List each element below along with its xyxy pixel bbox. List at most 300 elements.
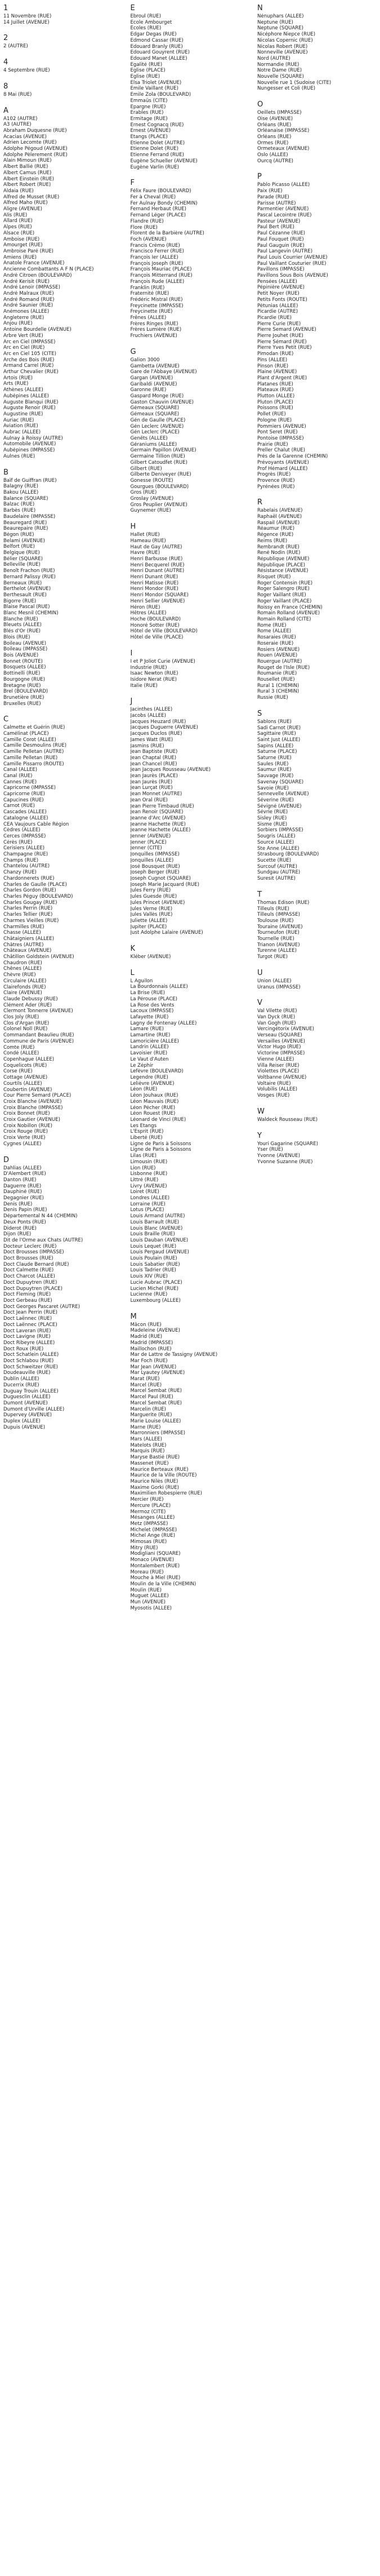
- street-link[interactable]: François Joseph (RUE): [130, 260, 184, 267]
- street-link[interactable]: Alain Mimoun (RUE): [3, 158, 52, 164]
- street-link[interactable]: Parmentier (AVENUE): [257, 206, 309, 212]
- street-link[interactable]: Amourget (RUE): [3, 242, 43, 249]
- street-link[interactable]: Aubépines (ALLEE): [3, 393, 49, 399]
- street-link[interactable]: Commandant Beaulieu (RUE): [3, 1032, 74, 1039]
- street-link[interactable]: Doct Ribeyre (ALLEE): [3, 1340, 55, 1346]
- street-link[interactable]: Jonquilles (IMPASSE): [130, 852, 180, 858]
- street-link[interactable]: I et P Joliot Curie (AVENUE): [130, 658, 195, 664]
- street-link[interactable]: Dupuis (AVENUE): [3, 1424, 46, 1430]
- street-link[interactable]: Ste Anne (ALLEE): [257, 845, 299, 852]
- street-link[interactable]: Petits Fonts (ROUTE): [257, 296, 307, 303]
- street-link[interactable]: Gargan (AVENUE): [130, 375, 173, 381]
- street-link[interactable]: Louis Lequet (RUE): [130, 1243, 177, 1249]
- street-link[interactable]: Madrid (RUE): [130, 1334, 163, 1340]
- street-link[interactable]: Camille Desmoulins (RUE): [3, 743, 67, 749]
- street-link[interactable]: Denis (RUE): [3, 1201, 33, 1207]
- street-link[interactable]: Raphaël (AVENUE): [257, 514, 302, 520]
- street-link[interactable]: Ducerrix (RUE): [3, 1382, 39, 1388]
- street-link[interactable]: Gaston Chauvin (AVENUE): [130, 399, 194, 405]
- street-link[interactable]: D'Alembert (RUE): [3, 1171, 46, 1177]
- street-link[interactable]: Pins (ALLEE): [257, 357, 288, 363]
- street-link[interactable]: Lamartine (RUE): [130, 1032, 171, 1039]
- street-link[interactable]: Fraternité (RUE): [130, 291, 169, 297]
- street-link[interactable]: Nicéphore Niepce (RUE): [257, 32, 316, 38]
- street-link[interactable]: Doct Brousses (IMPASSE): [3, 1249, 64, 1256]
- street-link[interactable]: Charles Perrin (RUE): [3, 906, 53, 912]
- street-link[interactable]: Roger Vaillant (RUE): [257, 592, 306, 598]
- street-link[interactable]: Mercier (RUE): [130, 1497, 164, 1503]
- street-link[interactable]: Gémeaux (SQUARE): [130, 405, 180, 411]
- street-link[interactable]: Dahlias (ALLEE): [3, 1165, 42, 1171]
- street-link[interactable]: Franklin (RUE): [130, 285, 165, 291]
- street-link[interactable]: Littré (RUE): [130, 1177, 159, 1183]
- street-link[interactable]: Jean Chancel (RUE): [130, 761, 177, 767]
- street-link[interactable]: Cannes (RUE): [3, 779, 37, 785]
- street-link[interactable]: Doct Brousses (RUE): [3, 1256, 53, 1262]
- street-link[interactable]: Alsace (RUE): [3, 230, 35, 236]
- street-link[interactable]: Henri Mondor (SQUARE): [130, 592, 189, 598]
- street-link[interactable]: Oslo (ALLEE): [257, 152, 288, 158]
- street-link[interactable]: Sévrie (RUE): [257, 809, 288, 815]
- street-link[interactable]: Gén Leclerc (AVENUE): [130, 423, 184, 429]
- street-link[interactable]: Savenay (SQUARE): [257, 779, 304, 785]
- street-link[interactable]: Uranus (IMPASSE): [257, 984, 301, 990]
- street-link[interactable]: Gilbert (RUE): [130, 465, 162, 472]
- street-link[interactable]: Italie (RUE): [130, 682, 158, 689]
- street-link[interactable]: Blaise Pascal (RUE): [3, 604, 50, 610]
- street-link[interactable]: Albert Camus (RUE): [3, 170, 52, 176]
- street-link[interactable]: Les Etangs: [130, 1123, 157, 1129]
- street-link[interactable]: Capricorne (IMPASSE): [3, 785, 56, 791]
- street-link[interactable]: Bleuets (ALLEE): [3, 622, 42, 628]
- street-link[interactable]: Jeanne Hachette (RUE): [130, 821, 186, 827]
- street-link[interactable]: Charles Gordon (RUE): [3, 888, 56, 894]
- street-link[interactable]: Modigliani (SQUARE): [130, 1551, 181, 1557]
- street-link[interactable]: André Lenoir (IMPASSE): [3, 285, 60, 291]
- street-link[interactable]: Paix (RUE): [257, 188, 283, 194]
- street-link[interactable]: Pierre Sémard (RUE): [257, 339, 307, 345]
- street-link[interactable]: Rousellet (RUE): [257, 677, 295, 683]
- street-link[interactable]: Maurice de la Ville (ROUTE): [130, 1473, 197, 1479]
- street-link[interactable]: Louis Sabatier (RUE): [130, 1261, 180, 1267]
- street-link[interactable]: Pierre Yves Petit (RUE): [257, 345, 312, 351]
- street-link[interactable]: Ermitage (RUE): [130, 116, 168, 122]
- street-link[interactable]: Berthelot (AVENUE): [3, 586, 51, 592]
- street-link[interactable]: Jasmins (RUE): [130, 743, 164, 749]
- street-link[interactable]: 2 (AUTRE): [3, 43, 28, 50]
- street-link[interactable]: Bakou (ALLEE): [3, 490, 39, 495]
- street-link[interactable]: Doct Charcot (ALLEE): [3, 1274, 55, 1280]
- street-link[interactable]: Ligne de Paris à Soissons: [130, 1141, 191, 1147]
- street-link[interactable]: Ernest Cognacq (RUE): [130, 122, 184, 128]
- street-link[interactable]: Ecole Ambourget: [130, 19, 172, 25]
- street-link[interactable]: Joseph Berger (RUE): [130, 870, 180, 876]
- street-link[interactable]: Villa Reiser (RUE): [257, 1062, 299, 1068]
- street-link[interactable]: Pinson (RUE): [257, 363, 289, 369]
- street-link[interactable]: Mouche à Miel (RUE): [130, 1575, 181, 1581]
- street-link[interactable]: Balance (SQUARE): [3, 495, 48, 502]
- street-link[interactable]: Fer à Cheval (RUE): [130, 194, 176, 200]
- street-link[interactable]: Mun (AVENUE): [130, 1599, 166, 1606]
- street-link[interactable]: Livry (AVENUE): [130, 1183, 167, 1189]
- street-link[interactable]: Pascal Lecointre (RUE): [257, 212, 312, 218]
- street-link[interactable]: Bottinelli (RUE): [3, 671, 41, 677]
- street-link[interactable]: Neptune (RUE): [257, 19, 293, 25]
- street-link[interactable]: Pontoise (IMPASSE): [257, 436, 304, 441]
- street-link[interactable]: Marcel (RUE): [130, 1382, 162, 1388]
- street-link[interactable]: Lamare (RUE): [130, 1026, 164, 1032]
- street-link[interactable]: Paul Cézanne (RUE): [257, 230, 306, 237]
- street-link[interactable]: Liberté (RUE): [130, 1135, 163, 1141]
- street-link[interactable]: Lelièvre (AVENUE): [130, 1080, 175, 1087]
- street-link[interactable]: Savoie (RUE): [257, 785, 289, 791]
- street-link[interactable]: Pensées (ALLEE): [257, 278, 297, 285]
- street-link[interactable]: Henri Sellier (AVENUE): [130, 598, 185, 604]
- street-link[interactable]: Canal (ALLEE): [3, 767, 38, 773]
- street-link[interactable]: Rural 1 (CHEMIN): [257, 682, 299, 689]
- street-link[interactable]: Lafayette (RUE): [130, 1014, 169, 1020]
- street-link[interactable]: Eugène Varlin (RUE): [130, 164, 179, 170]
- street-link[interactable]: Nouvelle rue 1 (Sudoise (CITE): [257, 79, 332, 86]
- street-link[interactable]: Madeleine (AVENUE): [130, 1328, 180, 1334]
- street-link[interactable]: Lisbonne (RUE): [130, 1171, 168, 1177]
- street-link[interactable]: Doct Dupuytren (RUE): [3, 1279, 57, 1285]
- street-link[interactable]: Jacques Heuzard (RUE): [130, 719, 186, 725]
- street-link[interactable]: Camille Pelletan (RUE): [3, 755, 58, 761]
- street-link[interactable]: Marronniers (IMPASSE): [130, 1430, 185, 1436]
- street-link[interactable]: Prof Hémard (ALLEE): [257, 465, 308, 472]
- street-link[interactable]: Doct Jean Perrin (RUE): [3, 1310, 58, 1316]
- street-link[interactable]: Augustine (RUE): [3, 411, 43, 417]
- street-link[interactable]: André Malraux (RUE): [3, 290, 54, 296]
- street-link[interactable]: Dumont (AVENUE): [3, 1400, 48, 1406]
- street-link[interactable]: Hoche (BOULEVARD): [130, 616, 181, 622]
- street-link[interactable]: Haut de Gay (AUTRE): [130, 544, 182, 550]
- street-link[interactable]: Mimosas (RUE): [130, 1539, 167, 1545]
- street-link[interactable]: Cerisiers (ALLEE): [3, 845, 45, 852]
- street-link[interactable]: Amboise (RUE): [3, 236, 40, 242]
- street-link[interactable]: Héron (RUE): [130, 604, 160, 610]
- street-link[interactable]: Emile Zola (BOULEVARD): [130, 92, 191, 98]
- street-link[interactable]: Cascades (ALLEE): [3, 809, 47, 815]
- street-link[interactable]: Massenet (RUE): [130, 1460, 169, 1466]
- street-link[interactable]: Pierre Curie (RUE): [257, 321, 301, 327]
- street-link[interactable]: Industrie (RUE): [130, 664, 167, 671]
- street-link[interactable]: Galion 3000: [130, 357, 160, 363]
- street-link[interactable]: Arts (RUE): [3, 381, 29, 387]
- street-link[interactable]: Le Zéphir: [130, 1062, 154, 1068]
- street-link[interactable]: Saumur (RUE): [257, 767, 292, 773]
- street-link[interactable]: Docteur Leclerc (RUE): [3, 1243, 57, 1249]
- street-link[interactable]: Résistance (AVENUE): [257, 568, 309, 574]
- street-link[interactable]: Canal (RUE): [3, 773, 33, 779]
- street-link[interactable]: Alpes (RUE): [3, 224, 32, 230]
- street-link[interactable]: Metz (IMPASSE): [130, 1520, 168, 1527]
- street-link[interactable]: Copenhague (ALLEE): [3, 1056, 55, 1062]
- street-link[interactable]: Platanes (RUE): [257, 381, 293, 387]
- street-link[interactable]: François Mauriac (PLACE): [130, 267, 192, 273]
- street-link[interactable]: Nord (AUTRE): [257, 55, 290, 61]
- street-link[interactable]: Roger Salengro (RUE): [257, 586, 310, 592]
- street-link[interactable]: Sablons (RUE): [257, 719, 292, 725]
- street-link[interactable]: Mâcon (RUE): [130, 1322, 162, 1328]
- street-link[interactable]: René Nodin (RUE): [257, 550, 301, 556]
- street-link[interactable]: Cérès (RUE): [3, 839, 33, 845]
- street-link[interactable]: Fer Aulnay Bondy (CHEMIN): [130, 200, 198, 206]
- street-link[interactable]: Balzac (RUE): [3, 502, 35, 508]
- street-link[interactable]: Hôtel de Ville (PLACE): [130, 635, 184, 641]
- street-link[interactable]: Edgar Degas (RUE): [130, 32, 177, 38]
- street-link[interactable]: Erables (RUE): [130, 110, 164, 116]
- street-link[interactable]: Paul Fouquet (RUE): [257, 236, 304, 242]
- street-link[interactable]: Ecoles (RUE): [130, 25, 162, 32]
- street-link[interactable]: Circulaire (ALLEE): [3, 978, 47, 984]
- street-link[interactable]: Jeanne d'Arc (AVENUE): [130, 815, 186, 821]
- street-link[interactable]: Gén Leclerc (PLACE): [130, 429, 180, 436]
- street-link[interactable]: Baudelaire (IMPASSE): [3, 513, 56, 520]
- street-link[interactable]: 11 Novembre (RUE): [3, 14, 52, 19]
- street-link[interactable]: Henri Mondor (RUE): [130, 586, 178, 592]
- street-link[interactable]: Capucines (RUE): [3, 797, 44, 803]
- street-link[interactable]: Jenner (PLACE): [130, 839, 167, 845]
- street-link[interactable]: Trianon (AVENUE): [257, 942, 300, 948]
- street-link[interactable]: Surcouf (AUTRE): [257, 863, 297, 870]
- street-link[interactable]: Marie Louise (ALLEE): [130, 1418, 181, 1424]
- street-link[interactable]: Jules Verne (RUE): [130, 906, 173, 912]
- street-link[interactable]: Limousin (RUE): [130, 1159, 168, 1165]
- street-link[interactable]: Lucien Michel (RUE): [130, 1285, 178, 1292]
- street-link[interactable]: Marcel Sembat (RUE): [130, 1400, 182, 1406]
- street-link[interactable]: Plutton (ALLEE): [257, 393, 295, 400]
- street-link[interactable]: Comte (RUE): [3, 1044, 35, 1050]
- street-link[interactable]: Ambroise Paré (RUE): [3, 248, 54, 254]
- street-link[interactable]: Nungesser et Coli (RUE): [257, 86, 316, 92]
- street-link[interactable]: Gilbert Catoudfet (RUE): [130, 459, 187, 465]
- street-link[interactable]: Flandre (RUE): [130, 218, 164, 224]
- street-link[interactable]: Catalogne (ALLEE): [3, 815, 48, 821]
- street-link[interactable]: Duguay Trouin (ALLEE): [3, 1388, 59, 1394]
- street-link[interactable]: Rabelais (AVENUE): [257, 508, 303, 514]
- street-link[interactable]: Clément Ader (RUE): [3, 1002, 52, 1008]
- street-link[interactable]: Union (ALLEE): [257, 978, 292, 984]
- street-link[interactable]: François Mitterrand (RUE): [130, 273, 193, 279]
- street-link[interactable]: Frênes (ALLEE): [130, 315, 167, 321]
- street-link[interactable]: Prairie (RUE): [257, 441, 288, 447]
- street-link[interactable]: Diderot (RUE): [3, 1225, 37, 1231]
- street-link[interactable]: Rosiers (AVENUE): [257, 646, 300, 653]
- street-link[interactable]: Marquis (RUE): [130, 1448, 165, 1455]
- street-link[interactable]: Croix Nobillon (RUE): [3, 1123, 52, 1129]
- street-link[interactable]: Artois (RUE): [3, 375, 33, 381]
- street-link[interactable]: Barbès (RUE): [3, 508, 36, 514]
- street-link[interactable]: Aubépines (IMPASSE): [3, 447, 55, 454]
- street-link[interactable]: Bégon (RUE): [3, 531, 34, 538]
- street-link[interactable]: Doct Calmette (RUE): [3, 1267, 54, 1274]
- street-link[interactable]: CEA Vaujours Cable Région: [3, 821, 69, 827]
- street-link[interactable]: Hêtres (ALLEE): [130, 610, 167, 617]
- street-link[interactable]: Honoré Sotter (RUE): [130, 622, 180, 628]
- street-link[interactable]: Parisse (AUTRE): [257, 200, 296, 206]
- street-link[interactable]: Automobile (AVENUE): [3, 441, 56, 447]
- street-link[interactable]: Jules Ferry (RUE): [130, 888, 171, 894]
- street-link[interactable]: Saint Just (ALLEE): [257, 737, 301, 743]
- street-link[interactable]: Jean Pierre Timbaud (RUE): [130, 803, 194, 809]
- street-link[interactable]: Pasteur (AVENUE): [257, 218, 301, 224]
- street-link[interactable]: Versailles (AVENUE): [257, 1038, 305, 1044]
- street-link[interactable]: Lucienne (RUE): [130, 1292, 168, 1298]
- street-link[interactable]: République (PLACE): [257, 562, 305, 568]
- street-link[interactable]: Doct Laënnec (PLACE): [3, 1322, 57, 1328]
- street-link[interactable]: Louis Barrault (RUE): [130, 1219, 180, 1225]
- street-link[interactable]: Léon (RUE): [130, 1087, 158, 1093]
- street-link[interactable]: Sapins (ALLEE): [257, 743, 294, 749]
- street-link[interactable]: Jeanne Hachette (ALLEE): [130, 827, 191, 833]
- street-link[interactable]: Mar Lyautey (AVENUE): [130, 1370, 185, 1376]
- street-link[interactable]: Muguet (ALLEE): [130, 1593, 169, 1599]
- street-link[interactable]: Carnot (RUE): [3, 803, 35, 809]
- street-link[interactable]: Adolphe Pégoud (AVENUE): [3, 146, 68, 152]
- street-link[interactable]: Gaspard Monge (RUE): [130, 393, 184, 400]
- street-link[interactable]: Châteaux (AVENUE): [3, 948, 52, 954]
- street-link[interactable]: Angleterre (RUE): [3, 314, 44, 321]
- street-link[interactable]: Freycinette (IMPASSE): [130, 303, 184, 309]
- street-link[interactable]: Bourgogne (RUE): [3, 676, 46, 682]
- street-link[interactable]: Frères Lumière (RUE): [130, 327, 182, 333]
- street-link[interactable]: Havre (RUE): [130, 550, 160, 556]
- street-link[interactable]: Brel (BOULEVARD): [3, 689, 48, 695]
- street-link[interactable]: Ancienne Combattants A F N (PLACE): [3, 267, 94, 273]
- street-link[interactable]: Lion (RUE): [130, 1165, 156, 1171]
- street-link[interactable]: Denis Papin (RUE): [3, 1207, 47, 1213]
- street-link[interactable]: Hôtel de Ville (BOULEVARD): [130, 628, 198, 635]
- street-link[interactable]: République (AVENUE): [257, 556, 310, 562]
- street-link[interactable]: Ernest (AVENUE): [130, 128, 171, 134]
- street-link[interactable]: Bonnet (ROUTE): [3, 658, 43, 664]
- street-link[interactable]: Louis Blanc (AVENUE): [130, 1225, 183, 1231]
- street-link[interactable]: Louis Pergaud (AVENUE): [130, 1249, 189, 1256]
- street-link[interactable]: Florent de la Barbière (AUTRE): [130, 230, 204, 237]
- street-link[interactable]: Roissy en France (CHEMIN): [257, 604, 323, 610]
- street-link[interactable]: Gare de l'Abbaye (AVENUE): [130, 369, 197, 375]
- street-link[interactable]: Oise (AVENUE): [257, 116, 293, 122]
- street-link[interactable]: Jean Renoir (SQUARE): [130, 809, 184, 815]
- street-link[interactable]: Notre Dame (RUE): [257, 68, 302, 74]
- street-link[interactable]: Charles de Gaulle (PLACE): [3, 881, 67, 888]
- street-link[interactable]: Jean Oral (RUE): [130, 797, 168, 803]
- street-link[interactable]: Aubrac (ALLEE): [3, 429, 41, 436]
- street-link[interactable]: Anémones (ALLEE): [3, 309, 50, 315]
- street-link[interactable]: Volubilis (ALLEE): [257, 1087, 298, 1093]
- street-link[interactable]: Waldeck Rousseau (RUE): [257, 1116, 318, 1123]
- street-link[interactable]: Isidore Nerat (RUE): [130, 676, 177, 682]
- street-link[interactable]: Hameau (RUE): [130, 538, 166, 544]
- street-link[interactable]: Séverine (RUE): [257, 797, 294, 803]
- street-link[interactable]: Dublin (ALLEE): [3, 1376, 39, 1382]
- street-link[interactable]: Paul Louis Courrier (AVENUE): [257, 254, 328, 260]
- street-link[interactable]: Marat (RUE): [130, 1376, 160, 1382]
- street-link[interactable]: Moreau (RUE): [130, 1569, 164, 1575]
- street-link[interactable]: Aulnes (RUE): [3, 453, 35, 459]
- street-link[interactable]: Gén de Gaulle (PLACE): [130, 417, 186, 423]
- street-link[interactable]: Chasse (ALLEE): [3, 930, 41, 936]
- street-link[interactable]: Ormes (RUE): [257, 140, 289, 146]
- street-link[interactable]: Eglise (PLACE): [130, 68, 166, 74]
- street-link[interactable]: Paul Gauguin (RUE): [257, 242, 305, 249]
- street-link[interactable]: Acacias (AVENUE): [3, 134, 47, 140]
- street-link[interactable]: Madrid (IMPASSE): [130, 1340, 173, 1346]
- street-link[interactable]: Voltaire (RUE): [257, 1080, 291, 1087]
- street-link[interactable]: Sévigné (AVENUE): [257, 803, 302, 809]
- street-link[interactable]: Camille Pissarro (ROUTE): [3, 761, 64, 767]
- street-link[interactable]: Chardonnerets (RUE): [3, 875, 55, 881]
- street-link[interactable]: 8 Mai (RUE): [3, 91, 32, 97]
- street-link[interactable]: Sougris (ALLEE): [257, 833, 296, 840]
- street-link[interactable]: Louis Armand (AUTRE): [130, 1213, 185, 1220]
- street-link[interactable]: Régence (RUE): [257, 532, 294, 538]
- street-link[interactable]: Fruchiers (AVENUE): [130, 333, 177, 339]
- street-link[interactable]: Yvonne Suzanne (RUE): [257, 1159, 313, 1165]
- street-link[interactable]: Croix Blanche (AVENUE): [3, 1098, 62, 1105]
- street-link[interactable]: Germaine Tillion (RUE): [130, 454, 185, 460]
- street-link[interactable]: Berneaux (RUE): [3, 580, 42, 586]
- street-link[interactable]: Monaco (AVENUE): [130, 1557, 175, 1563]
- street-link[interactable]: Freycinette (RUE): [130, 309, 173, 315]
- street-link[interactable]: Jean Jaurès (RUE): [130, 779, 173, 785]
- street-link[interactable]: Saturne (PLACE): [257, 749, 297, 755]
- street-link[interactable]: Chaudron (RUE): [3, 960, 42, 966]
- street-link[interactable]: Orléans (RUE): [257, 134, 292, 140]
- street-link[interactable]: Bruxelles (RUE): [3, 700, 41, 707]
- street-link[interactable]: Edouard Branly (RUE): [130, 43, 183, 50]
- street-link[interactable]: Sundgau (AUTRE): [257, 870, 301, 876]
- street-link[interactable]: Myosotis (ALLEE): [130, 1605, 172, 1611]
- street-link[interactable]: Lamoricière (ALLEE): [130, 1038, 179, 1044]
- street-link[interactable]: Blés d'Or (RUE): [3, 628, 41, 635]
- street-link[interactable]: Paul Bert (RUE): [257, 224, 294, 230]
- street-link[interactable]: Etangs (PLACE): [130, 134, 168, 140]
- street-link[interactable]: Vercingétorix (AVENUE): [257, 1026, 315, 1032]
- street-link[interactable]: Pont Seret (RUE): [257, 429, 298, 436]
- street-link[interactable]: Louis Tadrier (RUE): [130, 1267, 176, 1274]
- street-link[interactable]: Pyrénées (RUE): [257, 484, 295, 490]
- street-link[interactable]: Alis (RUE): [3, 212, 28, 218]
- street-link[interactable]: Emmaüs (CITE): [130, 97, 168, 104]
- street-link[interactable]: Châtillon Goldstein (AVENUE): [3, 954, 74, 960]
- street-link[interactable]: Pépinière (AVENUE): [257, 285, 305, 291]
- street-link[interactable]: Neptune (SQUARE): [257, 25, 303, 32]
- street-link[interactable]: Degagnier (RUE): [3, 1195, 44, 1201]
- street-link[interactable]: Lacoux (IMPASSE): [130, 1008, 174, 1014]
- street-link[interactable]: Montalembert (RUE): [130, 1563, 180, 1569]
- street-link[interactable]: Dauphiné (RUE): [3, 1189, 42, 1195]
- street-link[interactable]: Départemental N 44 (CHEMIN): [3, 1213, 78, 1220]
- street-link[interactable]: Doct Schweitzer (RUE): [3, 1364, 58, 1370]
- street-link[interactable]: Louis Braille (RUE): [130, 1231, 175, 1238]
- street-link[interactable]: La Rose des Vents: [130, 1002, 175, 1008]
- street-link[interactable]: Edouard Manet (ALLEE): [130, 55, 187, 61]
- street-link[interactable]: Capricorne (RUE): [3, 791, 45, 797]
- street-link[interactable]: Val Vilette (RUE): [257, 1008, 297, 1014]
- street-link[interactable]: Suresit (AUTRE): [257, 876, 296, 882]
- street-link[interactable]: Maillochon (RUE): [130, 1346, 172, 1352]
- street-link[interactable]: Progrès (RUE): [257, 472, 291, 478]
- street-link[interactable]: Henri Dunant (AUTRE): [130, 568, 185, 574]
- street-link[interactable]: Brunetière (RUE): [3, 694, 44, 700]
- street-link[interactable]: Clermont Tonnerre (AVENUE): [3, 1008, 73, 1014]
- street-link[interactable]: Pavillons (IMPASSE): [257, 267, 305, 273]
- street-link[interactable]: Albert Einstein (RUE): [3, 176, 55, 182]
- street-link[interactable]: Louis Poulain (RUE): [130, 1256, 177, 1262]
